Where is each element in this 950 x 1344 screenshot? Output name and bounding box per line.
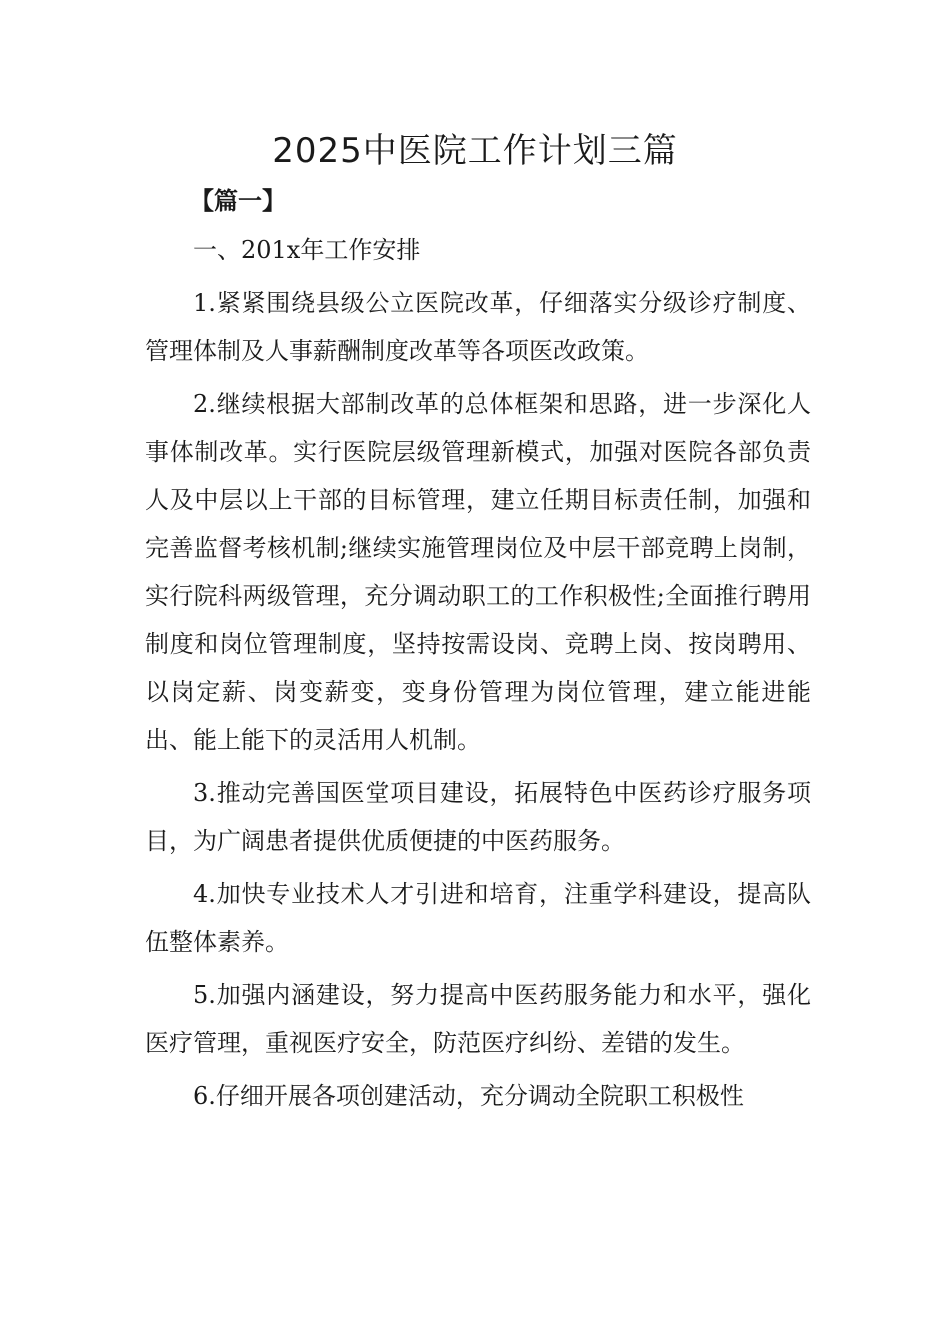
- paragraph: 2.继续根据大部制改革的总体框架和思路，进一步深化人事体制改革。实行医院层级管理新模式，加强对医院各部负责人及中层以上干部的目标管理，建立任期目标责任制，加强和完善监督考核机制;继续实施管理岗位及中层干部竞聘上岗制，实行院科两级管理，充分调动职工的工作积极性;全面推行聘用制度和岗位管理制度，坚持按需设岗、竞聘上岗、按岗聘用、以岗定薪、岗变薪变，变身份管理为岗位管理，建立能进能出、能上能下的灵活用人机制。: [145, 390, 811, 754]
- paragraph: 3.推动完善国医堂项目建设，拓展特色中医药诊疗服务项目，为广阔患者提供优质便捷的中医药服务。: [145, 779, 811, 855]
- paragraph: 1.紧紧围绕县级公立医院改革，仔细落实分级诊疗制度、管理体制及人事薪酬制度改革等各项医改政策。: [145, 289, 811, 365]
- paragraph: 6.仔细开展各项创建活动，充分调动全院职工积极性: [193, 1082, 744, 1110]
- paragraph: 4.加快专业技术人才引进和培育，注重学科建设，提高队伍整体素养。: [145, 880, 811, 956]
- paragraph-heading: 一、201x年工作安排: [193, 236, 421, 264]
- section-label: 【篇一】: [190, 187, 286, 215]
- document-title: 2025中医院工作计划三篇: [272, 131, 678, 171]
- document-body: [145, 226, 811, 1125]
- paragraph: 5.加强内涵建设，努力提高中医药服务能力和水平，强化医疗管理，重视医疗安全，防范医疗纠纷、差错的发生。: [145, 981, 811, 1057]
